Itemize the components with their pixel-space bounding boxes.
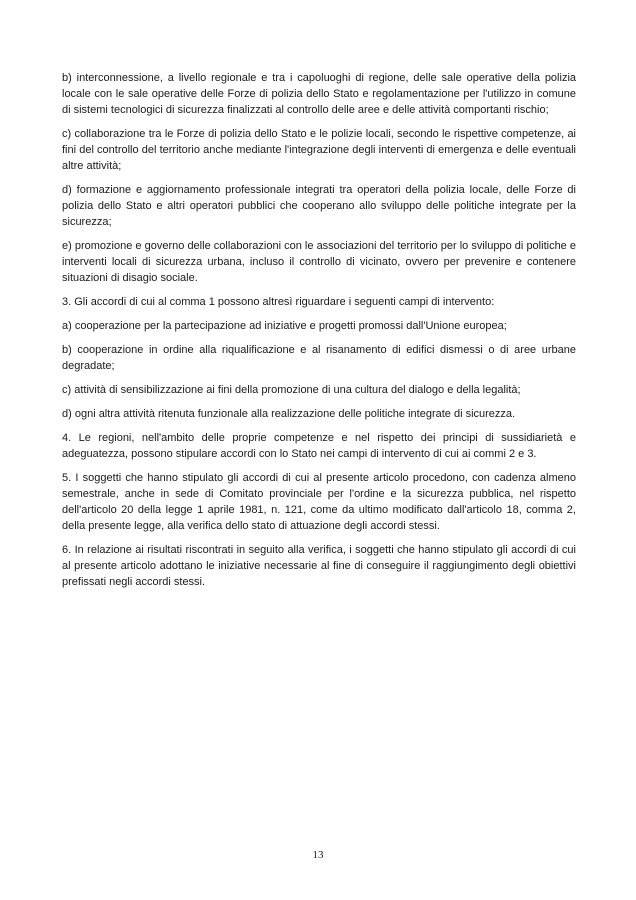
page-number: 13 bbox=[312, 849, 324, 861]
paragraph-comma-3-a: a) cooperazione per la partecipazione ad iniziative e progetti promossi dall'Unione europea; bbox=[62, 320, 507, 332]
paragraph-comma-3-c: c) attività di sensibilizzazione ai fini della promozione di una cultura del dialogo e della legalità; bbox=[62, 384, 521, 396]
paragraph-comma-5: 5. I soggetti che hanno stipulato gli accordi di cui al presente articolo procedono, con cadenza almeno semestrale, anche in sede di Comitato provinciale per l'ordine e la sicurezza pubblica, nel rispetto dell'articolo 20 della legge 1 aprile 1981, n. 121, come da ultimo modificato dall'articolo 18, comma 2, della presente legge, alla verifica dello stato di attuazione degli accordi stessi. bbox=[62, 472, 576, 532]
page-body bbox=[62, 70, 576, 598]
paragraph-comma-3-d: d) ogni altra attività ritenuta funzionale alla realizzazione delle politiche integrate di sicurezza. bbox=[62, 408, 516, 420]
paragraph-comma-2-c: c) collaborazione tra le Forze di polizia dello Stato e le polizie locali, secondo le rispettive competenze, ai fini del controllo del territorio anche mediante l'integrazione degli interventi di emergenza e delle eventuali altre attività; bbox=[62, 128, 576, 172]
paragraph-comma-3: 3. Gli accordi di cui al comma 1 possono altresì riguardare i seguenti campi di intervento: bbox=[62, 296, 495, 308]
paragraph-comma-2-d: d) formazione e aggiornamento professionale integrati tra operatori della polizia locale, delle Forze di polizia dello Stato e altri operatori pubblici che cooperano allo sviluppo delle politiche integrate per la sicurezza; bbox=[62, 184, 576, 228]
paragraph-comma-3-b: b) cooperazione in ordine alla riqualificazione e al risanamento di edifici dismessi o di aree urbane degradate; bbox=[62, 344, 576, 372]
paragraph-comma-2-e: e) promozione e governo delle collaborazioni con le associazioni del territorio per lo sviluppo di politiche e interventi locali di sicurezza urbana, incluso il controllo di vicinato, ovvero per prevenire e contenere situazioni di disagio sociale. bbox=[62, 240, 576, 284]
paragraph-comma-6: 6. In relazione ai risultati riscontrati in seguito alla verifica, i soggetti che hanno stipulato gli accordi di cui al presente articolo adottano le iniziative necessarie al fine di conseguire il raggiungimento degli obiettivi prefissati negli accordi stessi. bbox=[62, 544, 576, 588]
paragraph-comma-2-b: b) interconnessione, a livello regionale e tra i capoluoghi di regione, delle sale operative della polizia locale con le sale operative delle Forze di polizia dello Stato e regolamentazione per l'utilizzo in comune di sistemi tecnologici di sicurezza finalizzati al controllo delle aree e delle attività comportanti rischio; bbox=[62, 72, 576, 116]
paragraph-comma-4: 4. Le regioni, nell'ambito delle proprie competenze e nel rispetto dei principi di sussidiarietà e adeguatezza, possono stipulare accordi con lo Stato nei campi di intervento di cui ai commi 2 e 3. bbox=[62, 432, 576, 460]
